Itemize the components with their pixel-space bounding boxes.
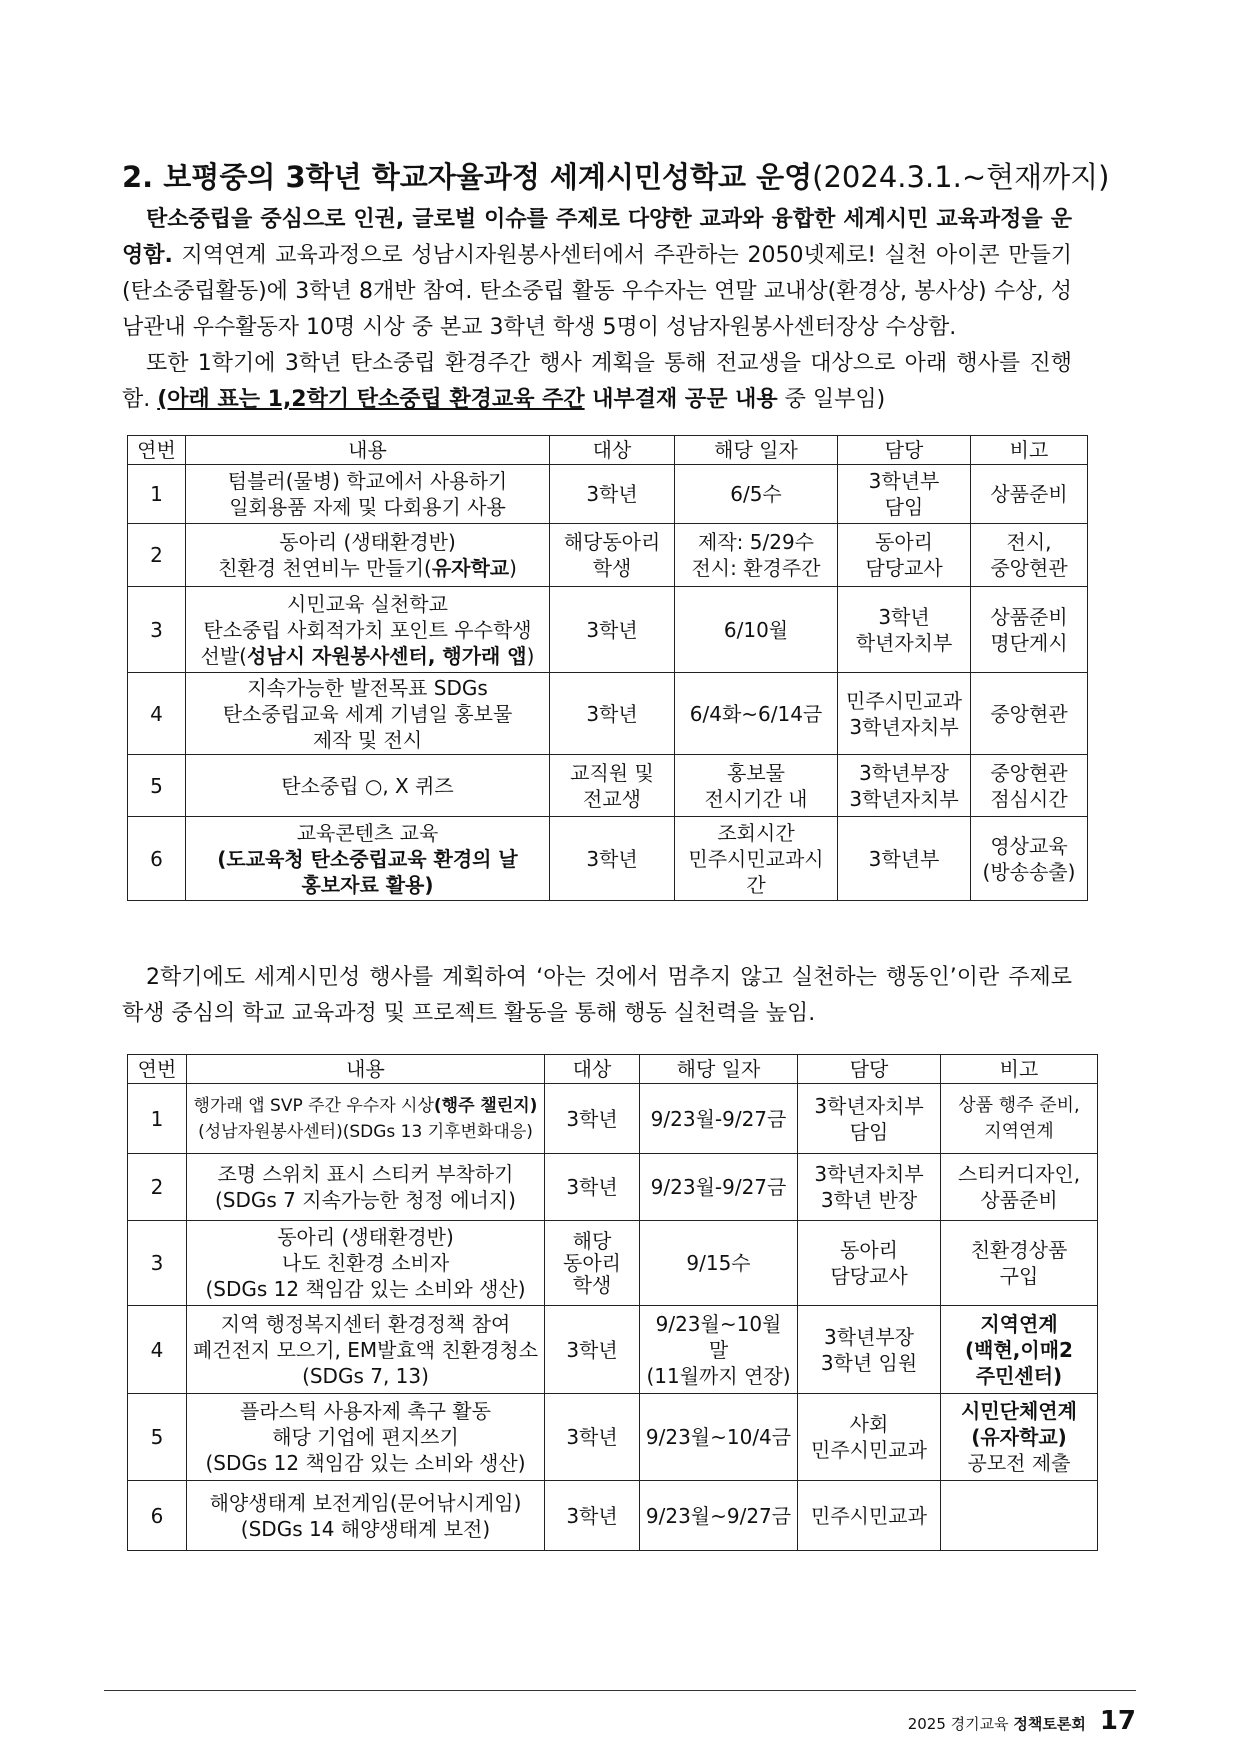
cell-target: 해당 동아리 학생 [545,1221,640,1306]
cell-content: 교육콘텐츠 교육 (도교육청 탄소중립교육 환경의 날 홍보자료 활용) [186,817,550,901]
cell-note: 시민단체연계 (유자학교) 공모전 제출 [941,1394,1098,1481]
cell-target: 3학년 [550,587,675,673]
table-row [128,587,1088,673]
table-row [128,1221,1098,1306]
cell-date: 9/23월-9/27금 [640,1084,798,1154]
cell-target: 3학년 [545,1084,640,1154]
cell-no: 4 [128,673,186,755]
cell-no: 5 [128,1394,187,1481]
cell-note [941,1481,1098,1551]
cell-date: 9/23월~10/4금 [640,1394,798,1481]
cell-target: 3학년 [545,1154,640,1221]
col-header-date: 해당 일자 [640,1055,798,1084]
table-row [128,673,1088,755]
cell-no: 3 [128,1221,187,1306]
cell-target: 3학년 [550,465,675,524]
cell-content: 행가래 앱 SVP 주간 우수자 시상(행주 챌린지) (성남자원봉사센터)(SDGs 13 기후변화대응) [187,1084,545,1154]
cell-note: 상품준비 명단게시 [971,587,1088,673]
table-row [128,1306,1098,1394]
col-header-date: 해당 일자 [675,436,838,465]
cell-target: 3학년 [545,1306,640,1394]
table-header-row [128,436,1088,465]
table-header-row [128,1055,1098,1084]
col-header-no: 연번 [128,1055,187,1084]
cell-date: 6/10월 [675,587,838,673]
col-header-target: 대상 [550,436,675,465]
cell-note: 상품 행주 준비, 지역연계 [941,1084,1098,1154]
cell-no: 2 [128,1154,187,1221]
cell-note: 상품준비 [971,465,1088,524]
cell-staff: 3학년자치부 3학년 반장 [798,1154,941,1221]
cell-staff: 사회 민주시민교과 [798,1394,941,1481]
page-number: 17 [1099,1706,1136,1736]
cell-no: 2 [128,524,186,587]
intro-text: 지역연계 교육과정으로 성남시자원봉사센터에서 주관하는 2050넷제로! 실천 아이콘 만들기(탄소중립활동)에 3학년 8개반 참여. 탄소중립 활동 우수자는 연말 교내상(환경상, 봉사상) 수상, 성남관내 우수활동자 10명 시상 중 본교 3학년 학생 5명이 성남자원봉사센터장상 수상함. [122,243,1072,340]
cell-staff: 3학년부장 3학년 임원 [798,1306,941,1394]
cell-target: 해당동아리 학생 [550,524,675,587]
table-row [128,817,1088,901]
cell-content: 조명 스위치 표시 스티커 부착하기 (SDGs 7 지속가능한 청정 에너지) [187,1154,545,1221]
cell-no: 4 [128,1306,187,1394]
intro2-bold-underlined: (아래 표는 1,2학기 탄소중립 환경교육 주간 [157,387,585,412]
table-row [128,465,1088,524]
cell-note: 스티커디자인, 상품준비 [941,1154,1098,1221]
cell-staff: 3학년부 담임 [838,465,971,524]
cell-note: 중앙현관 점심시간 [971,755,1088,817]
table-row [128,1481,1098,1551]
cell-note: 중앙현관 [971,673,1088,755]
col-header-note: 비고 [971,436,1088,465]
cell-staff: 동아리 담당교사 [798,1221,941,1306]
cell-no: 6 [128,817,186,901]
cell-date: 9/23월-9/27금 [640,1154,798,1221]
cell-no: 5 [128,755,186,817]
col-header-staff: 담당 [798,1055,941,1084]
intro-paragraph-2 [122,346,1072,418]
intro-paragraph [122,202,1072,346]
footer-event-name: 2025 경기교육 정책토론회 [907,1715,1086,1733]
cell-staff: 3학년자치부 담임 [798,1084,941,1154]
cell-target: 3학년 [550,817,675,901]
col-header-note: 비고 [941,1055,1098,1084]
semester2-events-table [127,1054,1098,1551]
cell-no: 6 [128,1481,187,1551]
cell-date: 9/23월~10월 말 (11월까지 연장) [640,1306,798,1394]
cell-date: 9/15수 [640,1221,798,1306]
cell-content: 해양생태계 보전게임(문어낚시게임) (SDGs 14 해양생태계 보전) [187,1481,545,1551]
intro-bold-text: 탄소중립을 중심으로 인권, 글로벌 이슈를 주제로 다양한 교과와 융합한 세계시민 교육과정을 운영함. [122,207,1072,268]
table-row [128,1394,1098,1481]
cell-staff: 3학년 학년자치부 [838,587,971,673]
cell-date: 6/5수 [675,465,838,524]
table-row [128,1084,1098,1154]
cell-date: 제작: 5/29수 전시: 환경주간 [675,524,838,587]
intro2-tail: 중 일부임) [777,387,886,412]
table-row [128,1154,1098,1221]
cell-note: 친환경상품 구입 [941,1221,1098,1306]
cell-content: 지역 행정복지센터 환경정책 참여 폐건전지 모으기, EM발효액 친환경청소 (SDGs 7, 13) [187,1306,545,1394]
cell-no: 3 [128,587,186,673]
semester2-paragraph [122,960,1072,1032]
cell-date: 9/23월~9/27금 [640,1481,798,1551]
col-header-content: 내용 [187,1055,545,1084]
cell-content: 시민교육 실천학교 탄소중립 사회적가치 포인트 우수학생 선발(성남시 자원봉사센터, 행가래 앱) [186,587,550,673]
footer-divider [104,1690,1136,1691]
cell-content: 텀블러(물병) 학교에서 사용하기 일회용품 자제 및 다회용기 사용 [186,465,550,524]
cell-note: 영상교육 (방송송출) [971,817,1088,901]
cell-staff: 3학년부장 3학년자치부 [838,755,971,817]
section-heading-title: 2. 보평중의 3학년 학교자율과정 세계시민성학교 운영 [122,160,813,194]
cell-note: 지역연계 (백현,이매2 주민센터) [941,1306,1098,1394]
intro2-bold: 내부결재 공문 내용 [584,387,778,412]
col-header-no: 연번 [128,436,186,465]
cell-content: 지속가능한 발전목표 SDGs 탄소중립교육 세계 기념일 홍보물 제작 및 전시 [186,673,550,755]
cell-content: 탄소중립 ○, X 퀴즈 [186,755,550,817]
cell-staff: 민주시민교과 3학년자치부 [838,673,971,755]
cell-content: 동아리 (생태환경반) 친환경 천연비누 만들기(유자학교) [186,524,550,587]
cell-content: 동아리 (생태환경반) 나도 친환경 소비자 (SDGs 12 책임감 있는 소비와 생산) [187,1221,545,1306]
cell-target: 3학년 [550,673,675,755]
intro2-text: 또한 1학기에 3학년 탄소중립 환경주간 행사 계획을 통해 전교생을 대상으로 아래 행사를 진행함. [122,351,1072,412]
cell-no: 1 [128,465,186,524]
cell-date: 홍보물 전시기간 내 [675,755,838,817]
cell-staff: 3학년부 [838,817,971,901]
cell-content: 플라스틱 사용자제 촉구 활동 해당 기업에 편지쓰기 (SDGs 12 책임감 있는 소비와 생산) [187,1394,545,1481]
cell-staff: 동아리 담당교사 [838,524,971,587]
cell-date: 6/4화~6/14금 [675,673,838,755]
page-footer [908,1706,1136,1736]
semester2-text: 2학기에도 세계시민성 행사를 계획하여 ‘아는 것에서 멈추지 않고 실천하는 행동인’이란 주제로 학생 중심의 학교 교육과정 및 프로젝트 활동을 통해 행동 실천력을 높임. [122,965,1072,1026]
cell-note: 전시, 중앙현관 [971,524,1088,587]
cell-target: 3학년 [545,1394,640,1481]
cell-staff: 민주시민교과 [798,1481,941,1551]
table-row [128,524,1088,587]
col-header-content: 내용 [186,436,550,465]
col-header-target: 대상 [545,1055,640,1084]
col-header-staff: 담당 [838,436,971,465]
cell-target: 3학년 [545,1481,640,1551]
cell-target: 교직원 및 전교생 [550,755,675,817]
cell-no: 1 [128,1084,187,1154]
section-heading-period: (2024.3.1.~현재까지) [812,160,1110,194]
section-heading [122,157,1122,197]
cell-date: 조회시간 민주시민교과시간 [675,817,838,901]
table-row [128,755,1088,817]
semester1-events-table [127,435,1088,901]
